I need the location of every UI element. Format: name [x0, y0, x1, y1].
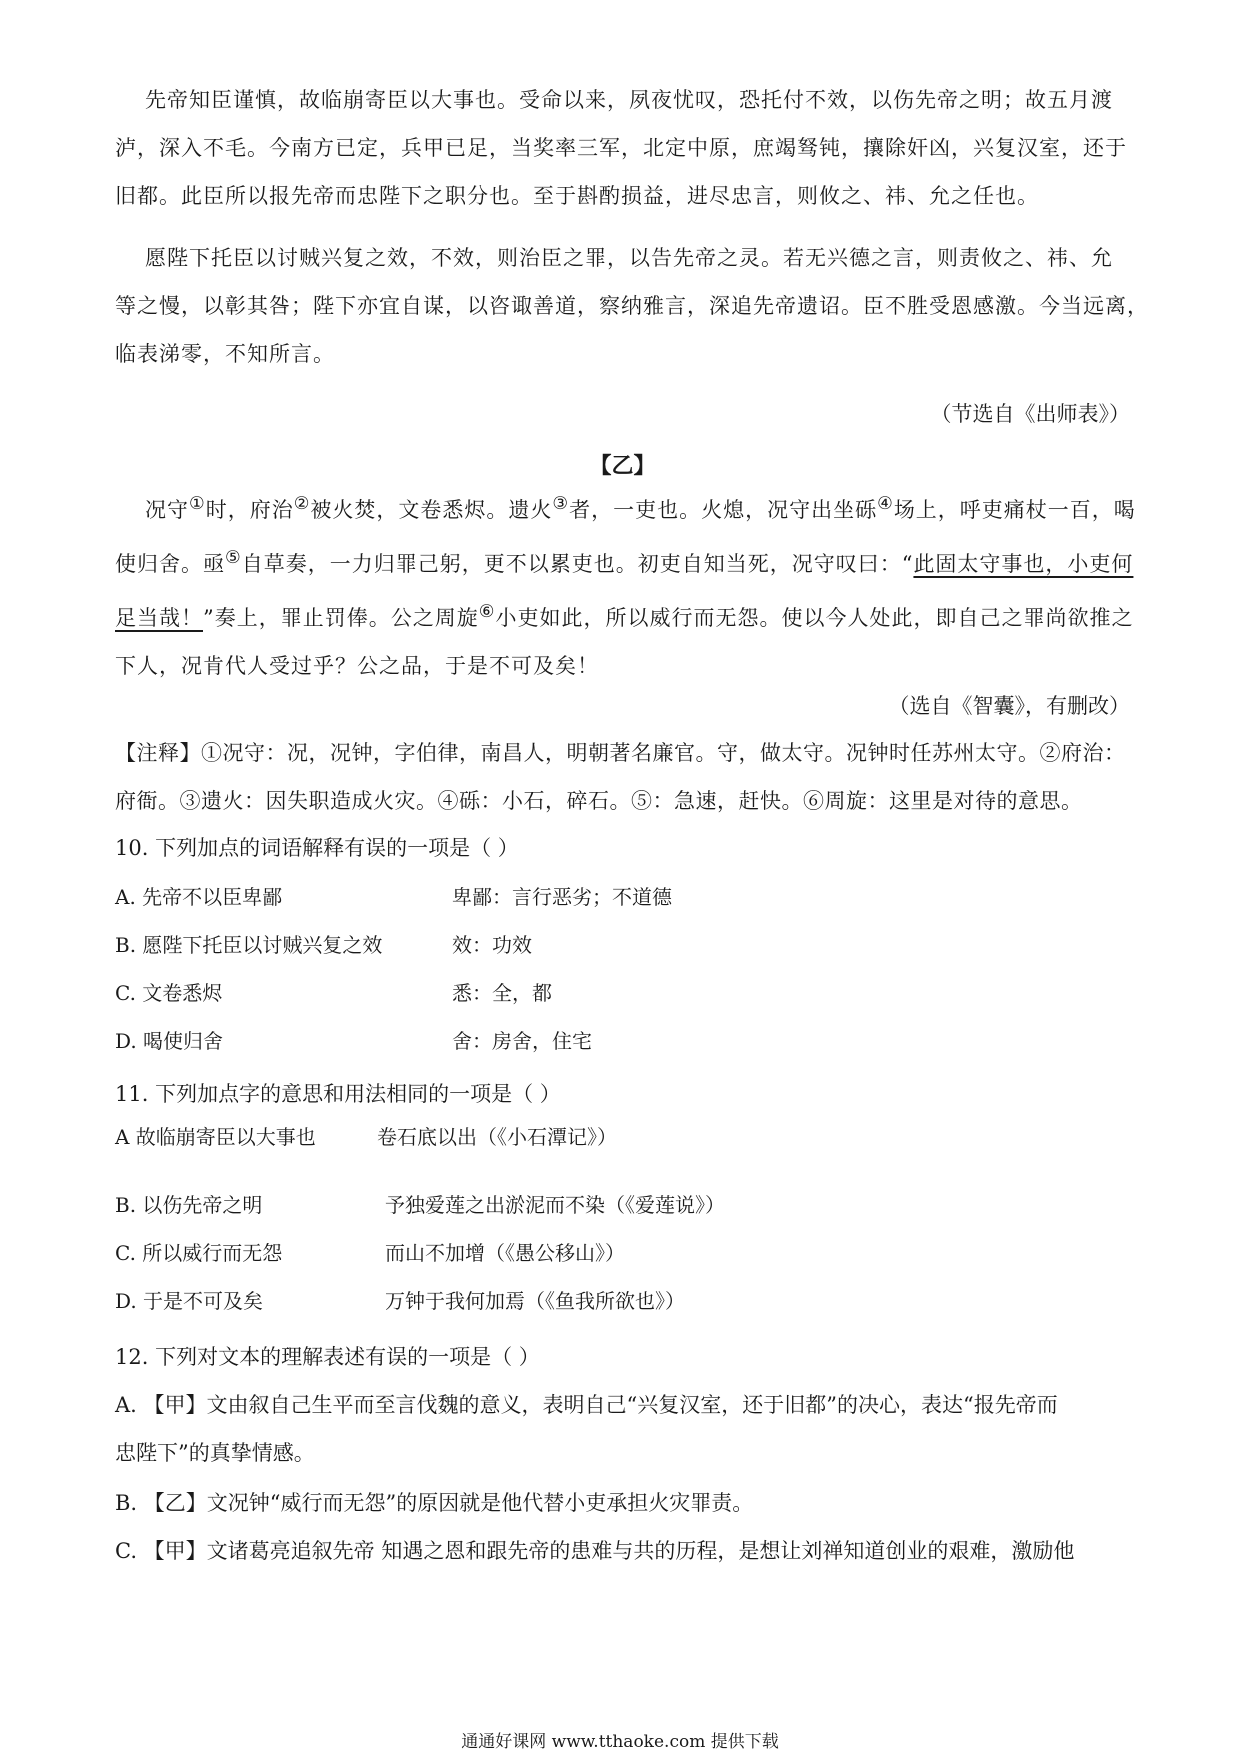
- option-right: 而山不加增（《愚公移山》）: [385, 1241, 625, 1265]
- text-segment: 时，府治: [205, 498, 294, 522]
- option-left: B. 以伤先帝之明: [115, 1193, 263, 1217]
- option-line: 忠陛下”的真挚情感。: [115, 1441, 315, 1465]
- option-right: 悉：全，都: [452, 981, 552, 1005]
- text-line: [115, 588, 1134, 642]
- footnote-marker: ⑥: [478, 602, 496, 622]
- question-11-stem: 11. 下列加点字的意思和用法相同的一项是（ ）: [115, 1082, 561, 1106]
- question-12-stem: 12. 下列对文本的理解表述有误的一项是（ ）: [115, 1345, 540, 1369]
- text-line: 临表涕零，不知所言。: [115, 342, 335, 366]
- option-left: D. 喝使归舍: [115, 1029, 224, 1053]
- option-left: D. 于是不可及矣: [115, 1289, 264, 1313]
- jia-paragraph-2: [115, 234, 1149, 378]
- text-line: 先帝知臣谨慎，故临崩寄臣以大事也。受命以来，夙夜忧叹，恐托付不效，以伤先帝之明；故五月渡: [145, 88, 1113, 112]
- option-left: A. 先帝不以臣卑鄙: [115, 885, 283, 909]
- yi-title: 【乙】: [589, 453, 656, 479]
- notes: [115, 729, 1130, 825]
- footnote-marker: ⑤: [225, 548, 242, 568]
- text-segment: 小吏如此，所以威行而无怨。使以今人处此，即自己之罪尚欲推之: [495, 606, 1134, 630]
- text-segment: 使归舍。亟: [115, 552, 225, 576]
- option-right: 卑鄙：言行恶劣；不道德: [452, 885, 672, 909]
- text-line: 下人，况肯代人受过乎？公之品，于是不可及矣！: [115, 654, 599, 678]
- text-segment: 自草奏，一力归罪己躬，更不以累吏也。初吏自知当死，况守叹曰：“: [241, 552, 914, 576]
- footnote-marker: ④: [877, 494, 894, 514]
- text-segment: 场上，呼吏痛杖一百，喝: [893, 498, 1136, 522]
- question-10-stem: 10. 下列加点的词语解释有误的一项是（ ）: [115, 836, 519, 860]
- q12-option-a: [115, 1381, 1130, 1477]
- text-segment: 况守: [145, 498, 189, 522]
- note-line: 【注释】①况守：况，况钟，字伯律，南昌人，明朝著名廉官。守，做太守。况钟时任苏州太守。②府治：: [115, 741, 1126, 765]
- footnote-marker: ③: [552, 494, 570, 514]
- text-segment: 者，一吏也。火熄，况守出坐砾: [569, 498, 878, 522]
- text-line: [115, 534, 1134, 588]
- text-segment: ”奏上，罪止罚俸。公之周旋: [203, 606, 479, 630]
- yi-paragraph: [115, 480, 1136, 690]
- option-left: B. 愿陛下托臣以讨贼兴复之效: [115, 933, 383, 957]
- option-right: 卷石底以出（《小石潭记》）: [377, 1125, 617, 1149]
- option-line: A. 【甲】文由叙自己生平而至言伐魏的意义，表明自己“兴复汉室，还于旧都”的决心，表达“报先帝而: [115, 1393, 1058, 1417]
- underlined-sentence: 足当哉！: [115, 606, 203, 630]
- text-line: 泸，深入不毛。今南方已定，兵甲已足，当奖率三军，北定中原，庶竭驽钝，攘除奸凶，兴复汉室，还于: [115, 136, 1127, 160]
- footnote-marker: ①: [189, 494, 206, 514]
- footnote-marker: ②: [293, 494, 311, 514]
- text-line: 愿陛下托臣以讨贼兴复之效，不效，则治臣之罪，以告先帝之灵。若无兴德之言，则责攸之、祎、允: [145, 246, 1113, 270]
- note-line: 府衙。③遗火：因失职造成火灾。④砾：小石，碎石。⑤：急速，赶快。⑥周旋：这里是对待的意思。: [115, 789, 1083, 813]
- q12-option-b: B. 【乙】文况钟“威行而无怨”的原因就是他代替小吏承担火灾罪责。: [115, 1491, 754, 1515]
- option-left: A 故临崩寄臣以大事也: [115, 1125, 316, 1149]
- jia-paragraph-1: [115, 76, 1130, 220]
- underlined-sentence: 此固太守事也，小吏何: [913, 552, 1134, 576]
- option-right: 舍：房舍，住宅: [452, 1029, 592, 1053]
- option-right: 予独爱莲之出淤泥而不染（《爱莲说》）: [385, 1193, 725, 1217]
- page-footer: 通通好课网 www.tthaoke.com 提供下载: [461, 1732, 779, 1752]
- text-line: 旧都。此臣所以报先帝而忠陛下之职分也。至于斟酌损益，进尽忠言，则攸之、祎、允之任也。: [115, 184, 1039, 208]
- option-left: C. 所以威行而无怨: [115, 1241, 283, 1265]
- text-line: 等之慢，以彰其咎；陛下亦宜自谋，以咨诹善道，察纳雅言，深追先帝遗诏。臣不胜受恩感激。今当远离，: [115, 294, 1149, 318]
- text-segment: 被火焚，文卷悉烬。遗火: [310, 498, 553, 522]
- jia-source: （节选自《出师表》）: [930, 402, 1130, 426]
- text-line: [115, 480, 1136, 534]
- yi-source: （选自《智囊》，有删改）: [888, 694, 1130, 718]
- option-right: 效：功效: [452, 933, 532, 957]
- q12-option-c: C. 【甲】文诸葛亮追叙先帝 知遇之恩和跟先帝的患难与共的历程，是想让刘禅知道创业的艰难，激励他: [115, 1539, 1075, 1563]
- option-left: C. 文卷悉烬: [115, 981, 223, 1005]
- option-right: 万钟于我何加焉（《鱼我所欲也》）: [385, 1289, 685, 1313]
